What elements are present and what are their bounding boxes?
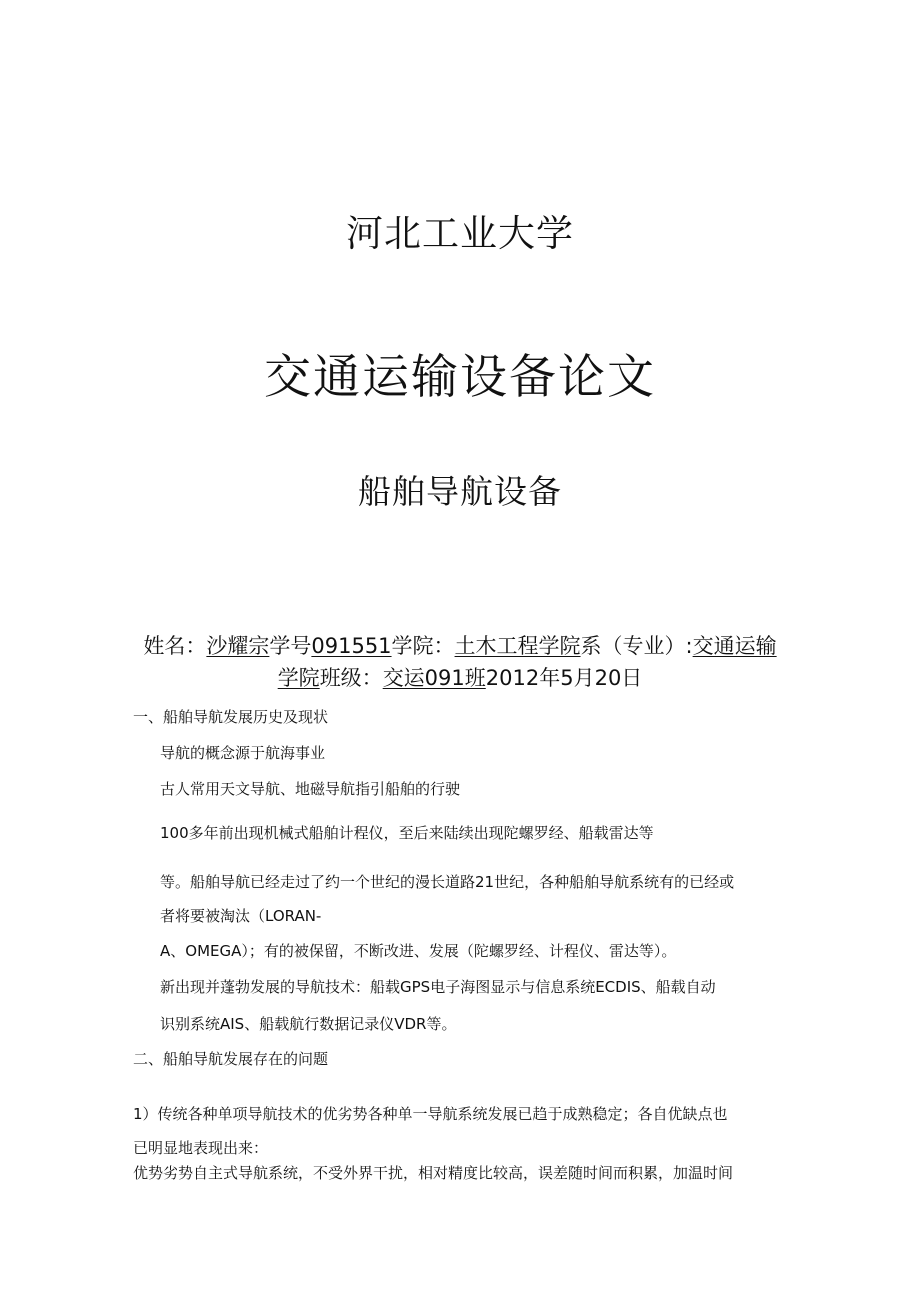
section-1-heading: 一、船舶导航发展历史及现状 xyxy=(133,708,329,726)
paragraph-line: 识别系统AIS、船载航行数据记录仪VDR等。 xyxy=(160,1015,457,1033)
college-name: 土木工程学院 xyxy=(454,634,581,658)
paragraph-line: 100多年前出现机械式船舶计程仪，至后来陆续出现陀螺罗经、船载雷达等 xyxy=(160,824,654,842)
paragraph-line: 新出现并蓬勃发展的导航技术：船载GPS电子海图显示与信息系统ECDIS、船载自动 xyxy=(160,978,716,996)
date: 2012年5月20日 xyxy=(485,666,643,690)
paragraph-line: 1）传统各种单项导航技术的优劣势各种单一导航系统发展已趋于成熟稳定；各自优缺点也 xyxy=(133,1105,728,1123)
university-name: 河北工业大学 xyxy=(346,212,574,255)
thesis-title: 交通运输设备论文 xyxy=(264,350,656,405)
college-label: 学院： xyxy=(391,634,455,658)
class-label: 班级： xyxy=(319,666,383,690)
major-name: 交通运输 xyxy=(692,634,777,658)
paragraph-line: 古人常用天文导航、地磁导航指引船舶的行驶 xyxy=(160,780,461,798)
student-id-label: 学号 xyxy=(269,634,312,658)
section-2-heading: 二、船舶导航发展存在的问题 xyxy=(133,1050,329,1068)
major-label: 系（专业）: xyxy=(580,634,693,658)
author-info xyxy=(120,630,800,694)
student-id: 091551 xyxy=(311,634,392,658)
paragraph-line: 等。船舶导航已经走过了约一个世纪的漫长道路21世纪，各种船舶导航系统有的已经或 xyxy=(160,873,735,891)
major-name-cont: 学院 xyxy=(277,666,320,690)
thesis-topic: 船舶导航设备 xyxy=(358,472,562,511)
paragraph-line: 优势劣势自主式导航系统，不受外界干扰，相对精度比较高，误差随时间而积累，加温时间 xyxy=(133,1164,734,1182)
paragraph-line: 导航的概念源于航海事业 xyxy=(160,744,326,762)
class-value: 交运091班 xyxy=(382,666,486,690)
paragraph-line: 已明显地表现出来： xyxy=(133,1139,269,1157)
name-label: 姓名： xyxy=(143,634,207,658)
author-name: 沙耀宗 xyxy=(206,634,270,658)
paragraph-line: A、OMEGA）；有的被保留，不断改进、发展（陀螺罗经、计程仪、雷达等）。 xyxy=(160,942,677,960)
paragraph-line: 者将要被淘汰（LORAN- xyxy=(160,907,322,925)
